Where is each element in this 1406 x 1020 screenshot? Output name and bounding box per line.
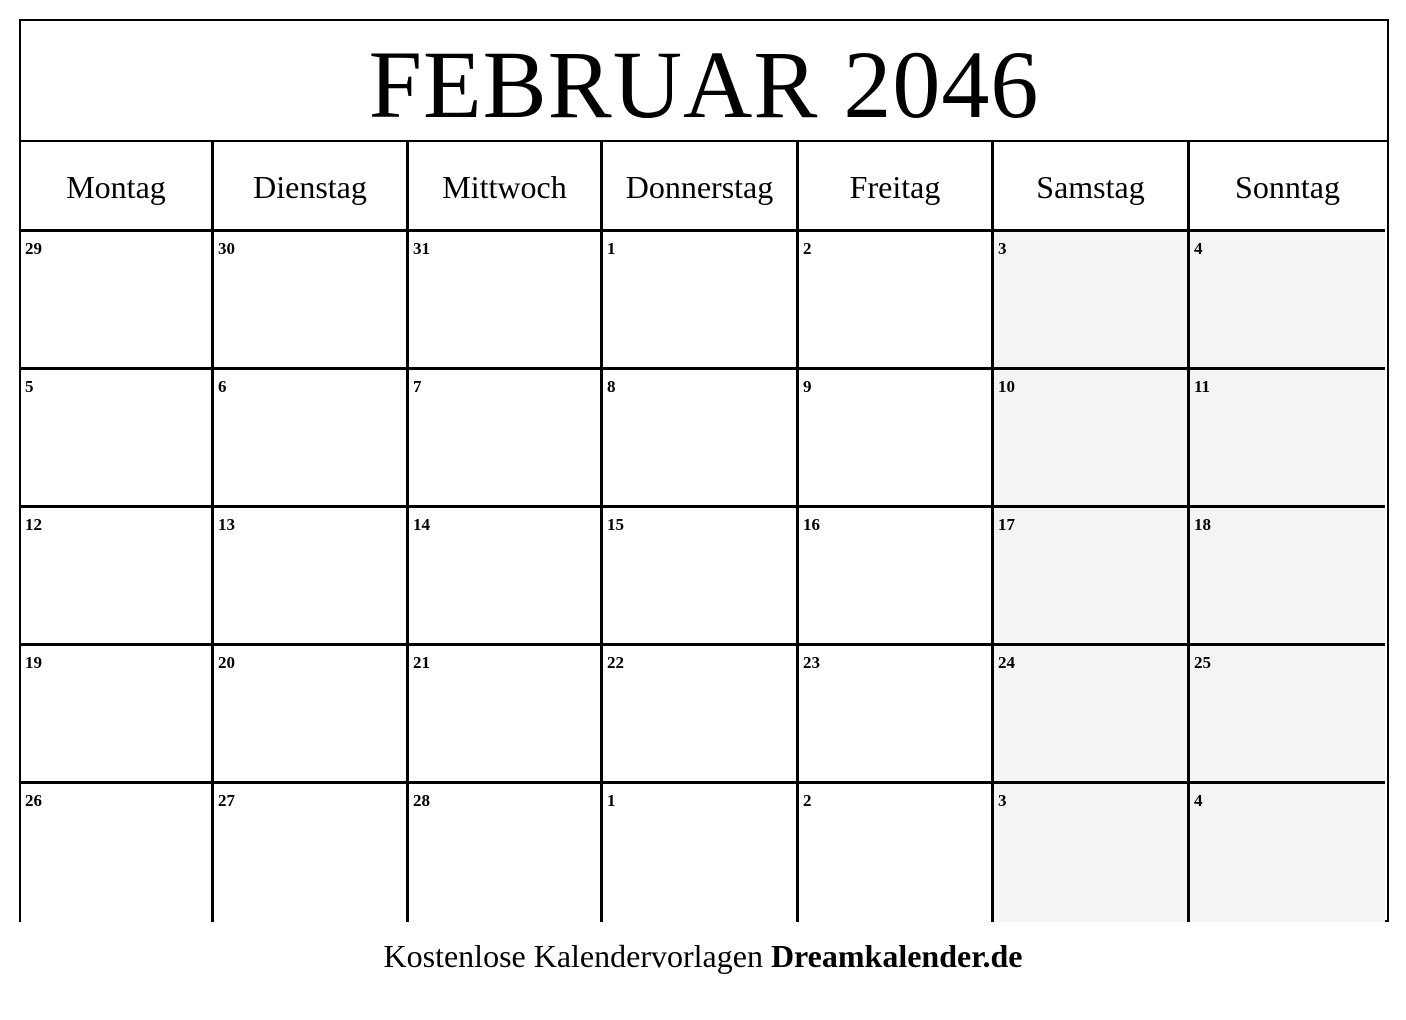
weekday-header-monday: Montag [21, 142, 214, 232]
day-number: 18 [1194, 515, 1211, 534]
calendar-title: FEBRUAR 2046 [368, 30, 1040, 138]
day-number: 1 [607, 791, 616, 810]
day-cell-weekend [994, 232, 1190, 370]
day-cell-weekend [994, 508, 1190, 646]
day-cell [603, 508, 799, 646]
day-number: 30 [218, 239, 235, 258]
day-number: 11 [1194, 377, 1211, 396]
day-number: 1 [607, 239, 616, 258]
day-cell [21, 784, 214, 922]
day-number: 12 [25, 515, 42, 534]
day-number: 26 [25, 791, 42, 810]
day-cell [799, 232, 994, 370]
day-number: 23 [803, 653, 820, 672]
day-cell-weekend [1190, 784, 1385, 922]
day-number: 27 [218, 791, 235, 810]
day-number: 4 [1194, 239, 1203, 258]
day-number: 4 [1194, 791, 1203, 810]
day-number: 16 [803, 515, 820, 534]
day-number: 13 [218, 515, 235, 534]
day-cell [409, 232, 603, 370]
day-number: 9 [803, 377, 812, 396]
footer-text: Kostenlose Kalendervorlagen [383, 938, 763, 974]
day-number: 17 [998, 515, 1015, 534]
day-number: 28 [413, 791, 430, 810]
weekday-header-saturday: Samstag [994, 142, 1190, 232]
day-cell [603, 784, 799, 922]
day-number: 21 [413, 653, 430, 672]
day-number: 5 [25, 377, 34, 396]
day-cell-weekend [1190, 508, 1385, 646]
calendar-grid [21, 142, 1387, 922]
day-cell [409, 784, 603, 922]
day-cell-weekend [994, 370, 1190, 508]
day-cell [409, 370, 603, 508]
day-cell [603, 232, 799, 370]
day-cell [214, 784, 409, 922]
footer-brand: Dreamkalender.de [770, 938, 1023, 974]
day-cell-weekend [994, 646, 1190, 784]
day-number: 31 [413, 239, 430, 258]
day-cell [799, 370, 994, 508]
day-cell-weekend [1190, 646, 1385, 784]
day-number: 2 [803, 239, 812, 258]
day-cell [603, 370, 799, 508]
day-cell [409, 646, 603, 784]
day-cell [409, 508, 603, 646]
day-number: 24 [998, 653, 1015, 672]
day-cell [799, 508, 994, 646]
day-cell [214, 232, 409, 370]
day-cell-weekend [994, 784, 1190, 922]
day-number: 25 [1194, 653, 1211, 672]
day-cell [603, 646, 799, 784]
day-number: 29 [25, 239, 42, 258]
day-number: 19 [25, 653, 42, 672]
day-cell [799, 784, 994, 922]
day-number: 3 [998, 791, 1007, 810]
calendar [19, 19, 1389, 922]
weekday-header-sunday: Sonntag [1190, 142, 1385, 232]
day-cell [21, 646, 214, 784]
footer [0, 938, 1406, 975]
day-cell [214, 370, 409, 508]
day-number: 14 [413, 515, 430, 534]
weekday-header-thursday: Donnerstag [603, 142, 799, 232]
day-cell [214, 508, 409, 646]
day-cell-weekend [1190, 232, 1385, 370]
day-cell [799, 646, 994, 784]
day-number: 7 [413, 377, 422, 396]
day-cell-weekend [1190, 370, 1385, 508]
title-bar [21, 21, 1387, 142]
day-number: 20 [218, 653, 235, 672]
day-cell [214, 646, 409, 784]
day-number: 3 [998, 239, 1007, 258]
day-cell [21, 508, 214, 646]
day-number: 2 [803, 791, 812, 810]
day-cell [21, 232, 214, 370]
weekday-header-wednesday: Mittwoch [409, 142, 603, 232]
day-cell [21, 370, 214, 508]
day-number: 8 [607, 377, 616, 396]
weekday-header-friday: Freitag [799, 142, 994, 232]
day-number: 10 [998, 377, 1015, 396]
day-number: 15 [607, 515, 624, 534]
day-number: 6 [218, 377, 227, 396]
weekday-header-tuesday: Dienstag [214, 142, 409, 232]
day-number: 22 [607, 653, 624, 672]
